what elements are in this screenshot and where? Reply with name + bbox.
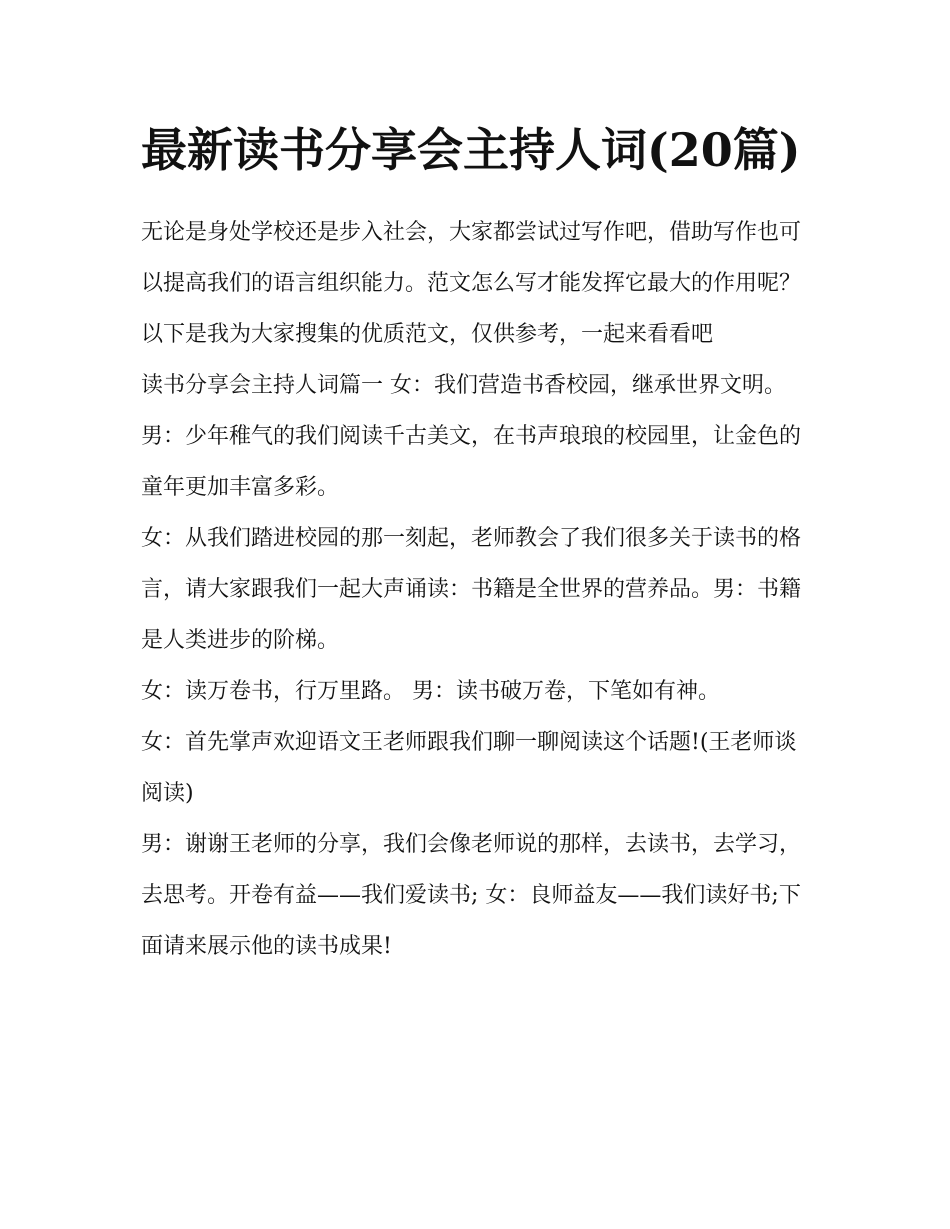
body-paragraph: 女：从我们踏进校园的那一刻起，老师教会了我们很多关于读书的格言，请大家跟我们一起大声诵读：书籍是全世界的营养品。男：书籍是人类进步的阶梯。 bbox=[141, 526, 802, 653]
body-paragraph: 读书分享会主持人词篇一 女：我们营造书香校园，继承世界文明。 男：少年稚气的我们阅读千古美文，在书声琅琅的校园里，让金色的童年更加丰富多彩。 bbox=[141, 373, 802, 500]
document-page bbox=[141, 112, 813, 972]
document-title: 最新读书分享会主持人词(20篇) bbox=[141, 123, 801, 177]
body-paragraph: 女：读万卷书，行万里路。 男：读书破万卷，下笔如有神。 bbox=[141, 679, 720, 704]
intro-paragraph: 无论是身处学校还是步入社会，大家都尝试过写作吧，借助写作也可以提高我们的语言组织能力。范文怎么写才能发挥它最大的作用呢？以下是我为大家搜集的优质范文，仅供参考，一起来看看吧 bbox=[141, 220, 802, 347]
body-paragraph: 男：谢谢王老师的分享，我们会像老师说的那样，去读书，去学习，去思考。开卷有益——我们爱读书; 女：良师益友——我们读好书;下面请来展示他的读书成果! bbox=[141, 832, 802, 959]
body-paragraph: 女：首先掌声欢迎语文王老师跟我们聊一聊阅读这个话题!(王老师谈阅读) bbox=[141, 730, 797, 806]
